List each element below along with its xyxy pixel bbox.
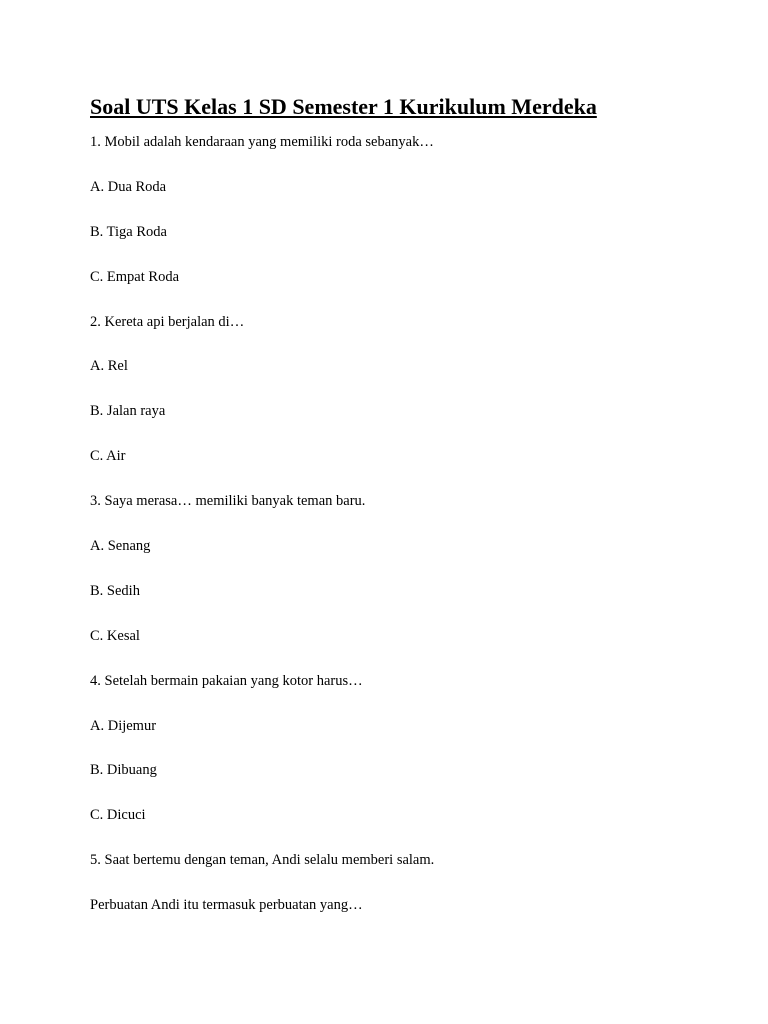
question-1-option-c: C. Empat Roda bbox=[90, 268, 180, 285]
question-2-option-a: A. Rel bbox=[90, 358, 128, 375]
question-list bbox=[90, 132, 730, 915]
question-3-option-a: A. Senang bbox=[90, 538, 151, 555]
question-4-option-b: B. Dibuang bbox=[90, 762, 157, 779]
question-4-option-a: A. Dijemur bbox=[90, 717, 157, 734]
question-5-continuation: Perbuatan Andi itu termasuk perbuatan yang… bbox=[90, 897, 363, 914]
question-3-option-c: C. Kesal bbox=[90, 627, 140, 644]
question-5-text: 5. Saat bertemu dengan teman, Andi selalu memberi salam. bbox=[90, 852, 435, 869]
question-4-text: 4. Setelah bermain pakaian yang kotor harus… bbox=[90, 672, 363, 689]
question-2-text: 2. Kereta api berjalan di… bbox=[90, 313, 245, 330]
document-title: Soal UTS Kelas 1 SD Semester 1 Kurikulum Merdeka bbox=[90, 94, 597, 119]
question-2-option-b: B. Jalan raya bbox=[90, 403, 166, 420]
question-3-text: 3. Saya merasa… memiliki banyak teman baru. bbox=[90, 493, 366, 510]
question-1-text: 1. Mobil adalah kendaraan yang memiliki roda sebanyak… bbox=[90, 134, 434, 150]
question-1-option-b: B. Tiga Roda bbox=[90, 223, 167, 240]
document-page bbox=[90, 93, 730, 940]
question-1-option-a: A. Dua Roda bbox=[90, 178, 167, 195]
question-4-option-c: C. Dicuci bbox=[90, 807, 146, 824]
question-3-option-b: B. Sedih bbox=[90, 582, 140, 599]
question-2-option-c: C. Air bbox=[90, 448, 126, 465]
